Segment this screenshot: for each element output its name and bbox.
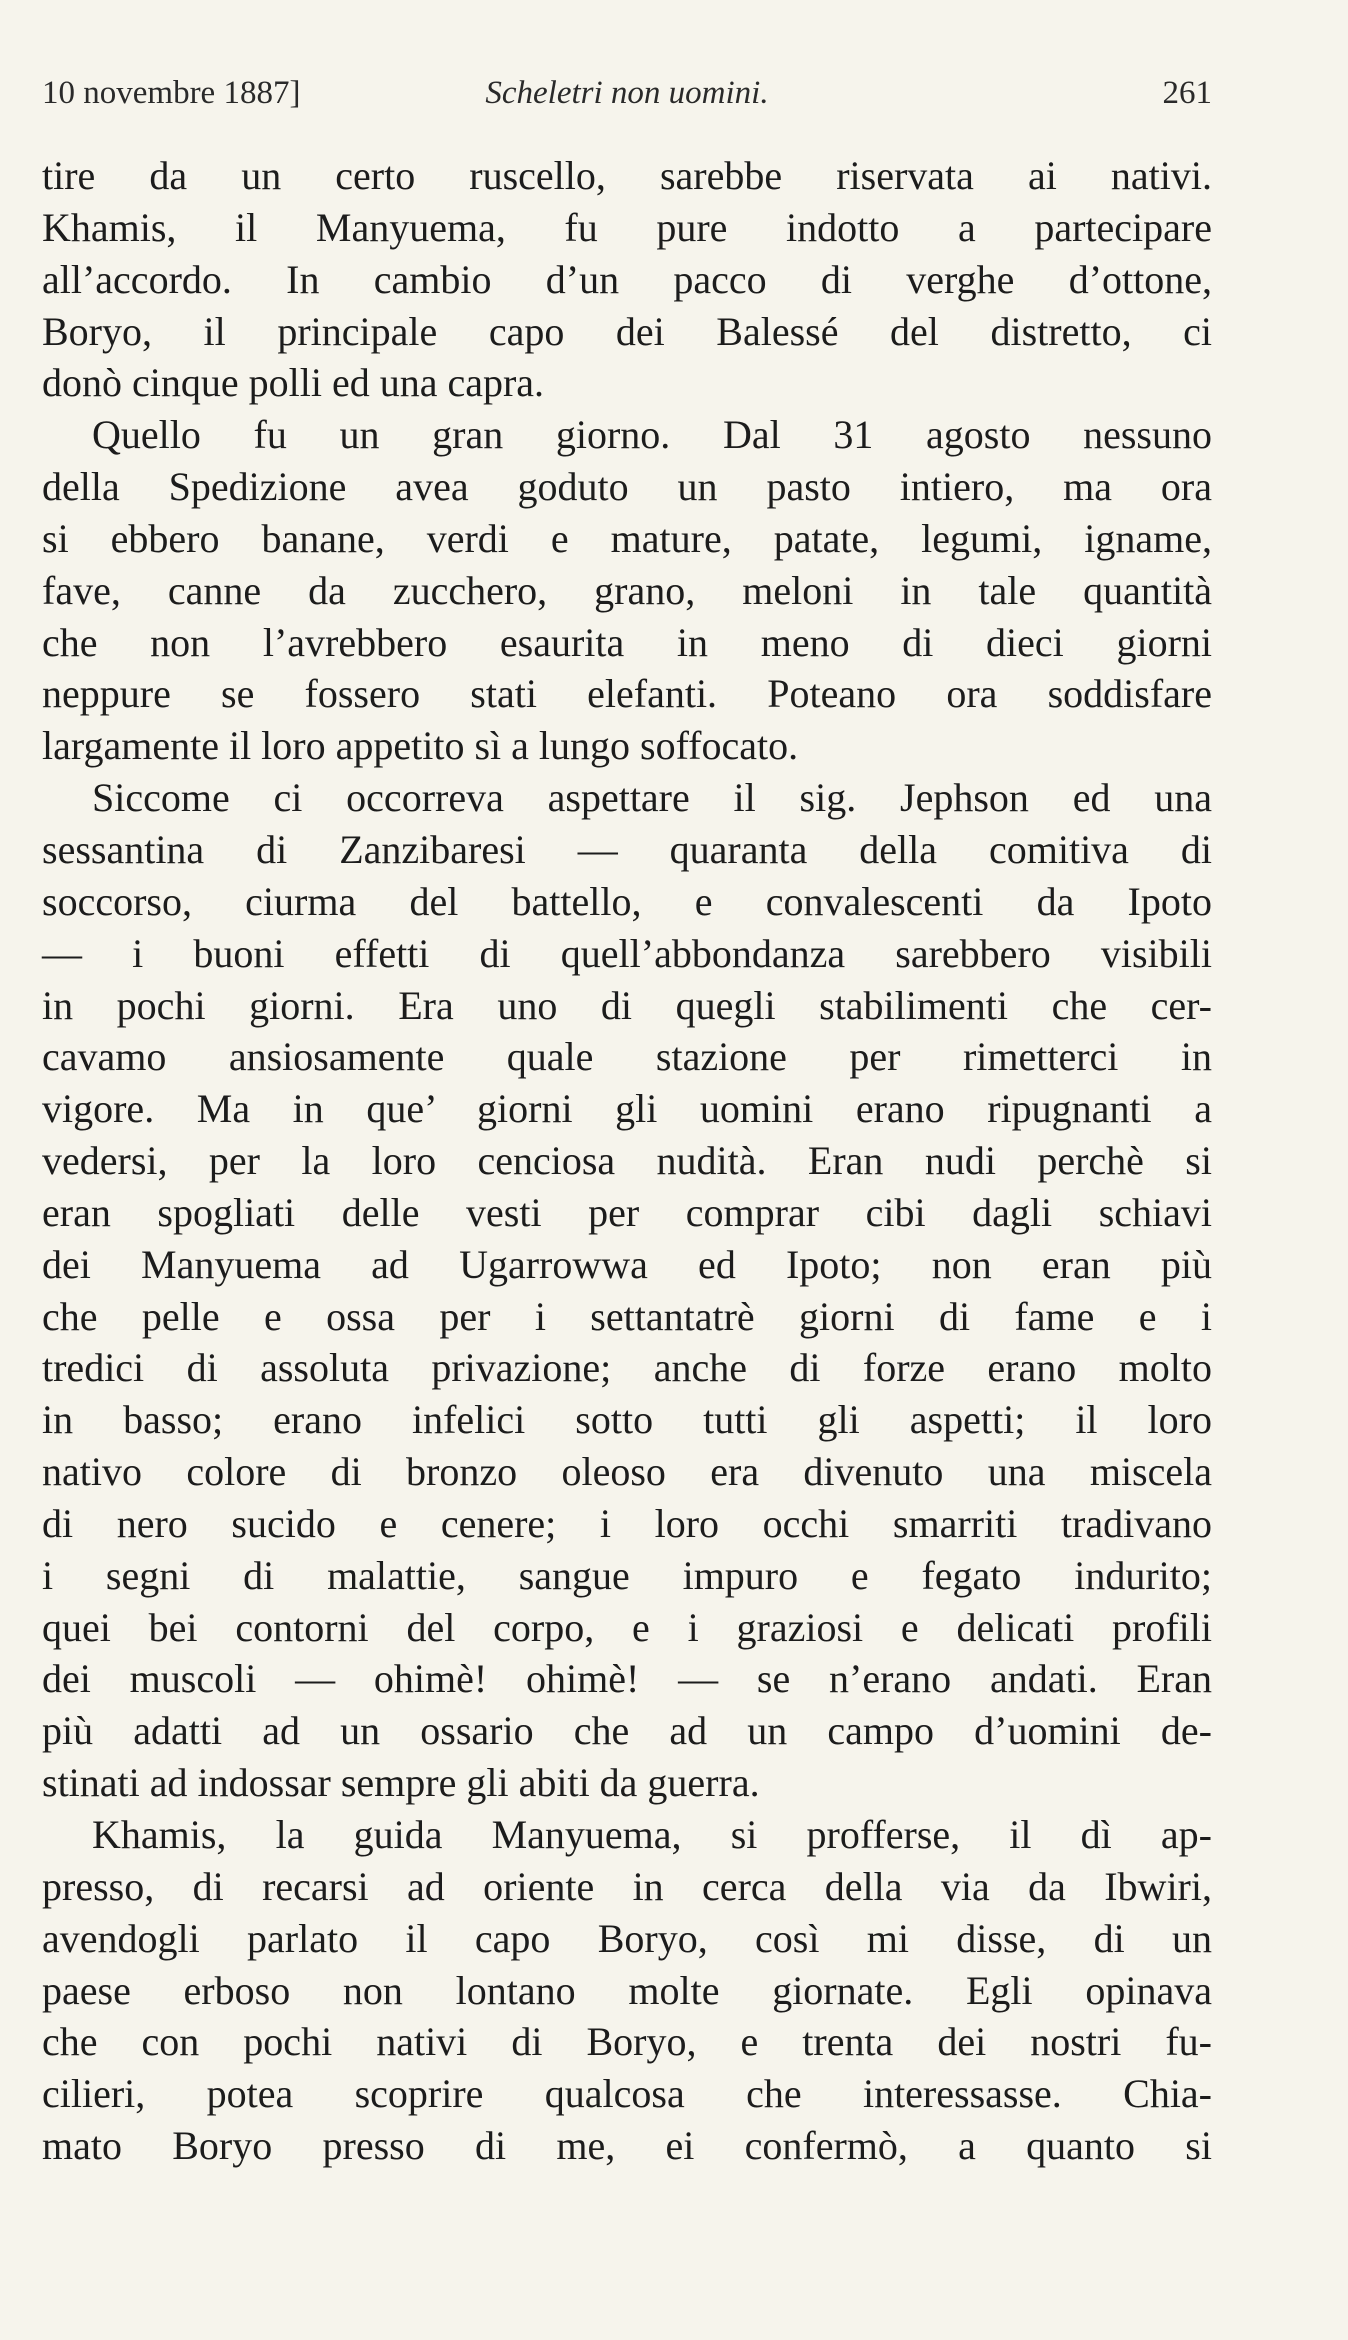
text-line: stinati ad indossar sempre gli abiti da guerra. (42, 1760, 760, 1806)
text-line: sessantina di Zanzibaresi — quaranta della comitiva di (42, 826, 1212, 872)
text-line: di nero sucido e cenere; i loro occhi smarriti tradivano (42, 1500, 1212, 1546)
text-line: fave, canne da zucchero, grano, meloni in tale quantità (42, 567, 1212, 613)
text-line: cilieri, potea scoprire qualcosa che interessasse. Chia- (42, 2071, 1212, 2117)
text-line: cavamo ansiosamente quale stazione per rimetterci in (42, 1034, 1212, 1080)
text-line: dei muscoli — ohimè! ohimè! — se n’erano andati. Eran (42, 1656, 1212, 1702)
text-line: donò cinque polli ed una capra. (42, 360, 545, 406)
text-line: Quello fu un gran giorno. Dal 31 agosto nessuno (92, 412, 1212, 458)
running-header (42, 68, 1212, 118)
text-line: della Spedizione avea goduto un pasto intiero, ma ora (42, 464, 1212, 510)
text-line: in pochi giorni. Era uno di quegli stabilimenti che cer- (42, 982, 1212, 1028)
page-number: 261 (1162, 75, 1212, 111)
text-line: i segni di malattie, sangue impuro e fegato indurito; (42, 1552, 1212, 1598)
text-line: Boryo, il principale capo dei Balessé del distretto, ci (42, 308, 1212, 354)
text-line: eran spogliati delle vesti per comprar cibi dagli schiavi (42, 1189, 1212, 1235)
text-line: presso, di recarsi ad oriente in cerca della via da Ibwiri, (42, 1863, 1212, 1909)
text-line: Khamis, il Manyuema, fu pure indotto a partecipare (42, 204, 1212, 250)
text-line: nativo colore di bronzo oleoso era divenuto una miscela (42, 1449, 1212, 1495)
text-line: dei Manyuema ad Ugarrowwa ed Ipoto; non eran più (42, 1241, 1212, 1287)
text-line: tredici di assoluta privazione; anche di forze erano molto (42, 1345, 1212, 1391)
header-title: Scheletri non uomini. (485, 75, 769, 111)
text-line: neppure se fossero stati elefanti. Poteano ora soddisfare (42, 671, 1212, 717)
header-date: 10 novembre 1887] (42, 75, 301, 111)
text-line: mato Boryo presso di me, ei confermò, a quanto si (42, 2123, 1212, 2169)
text-line: soccorso, ciurma del battello, e convalescenti da Ipoto (42, 878, 1212, 924)
text-line: avendogli parlato il capo Boryo, così mi disse, di un (42, 1915, 1212, 1961)
text-line: vigore. Ma in que’ giorni gli uomini erano ripugnanti a (42, 1086, 1212, 1132)
text-line: che non l’avrebbero esaurita in meno di dieci giorni (42, 619, 1212, 665)
text-line: che con pochi nativi di Boryo, e trenta dei nostri fu- (42, 2019, 1212, 2065)
text-line: — i buoni effetti di quell’abbondanza sarebbero visibili (42, 930, 1212, 976)
text-line: paese erboso non lontano molte giornate. Egli opinava (42, 1967, 1212, 2013)
text-line: più adatti ad un ossario che ad un campo d’uomini de- (42, 1708, 1212, 1754)
text-line: che pelle e ossa per i settantatrè giorni di fame e i (42, 1293, 1212, 1339)
text-line: all’accordo. In cambio d’un pacco di verghe d’ottone, (42, 256, 1212, 302)
text-line: quei bei contorni del corpo, e i graziosi e delicati profili (42, 1604, 1212, 1650)
text-line: Khamis, la guida Manyuema, si profferse, il dì ap- (92, 1812, 1212, 1857)
text-line: vedersi, per la loro cenciosa nudità. Eran nudi perchè si (42, 1138, 1212, 1184)
body-text (42, 150, 1212, 2172)
text-line: si ebbero banane, verdi e mature, patate, legumi, igname, (42, 515, 1212, 561)
text-line: tire da un certo ruscello, sarebbe riservata ai nativi. (42, 153, 1212, 198)
text-line: Siccome ci occorreva aspettare il sig. Jephson ed una (92, 775, 1212, 821)
text-line: in basso; erano infelici sotto tutti gli aspetti; il loro (42, 1397, 1212, 1443)
text-line: largamente il loro appetito sì a lungo soffocato. (42, 723, 799, 769)
